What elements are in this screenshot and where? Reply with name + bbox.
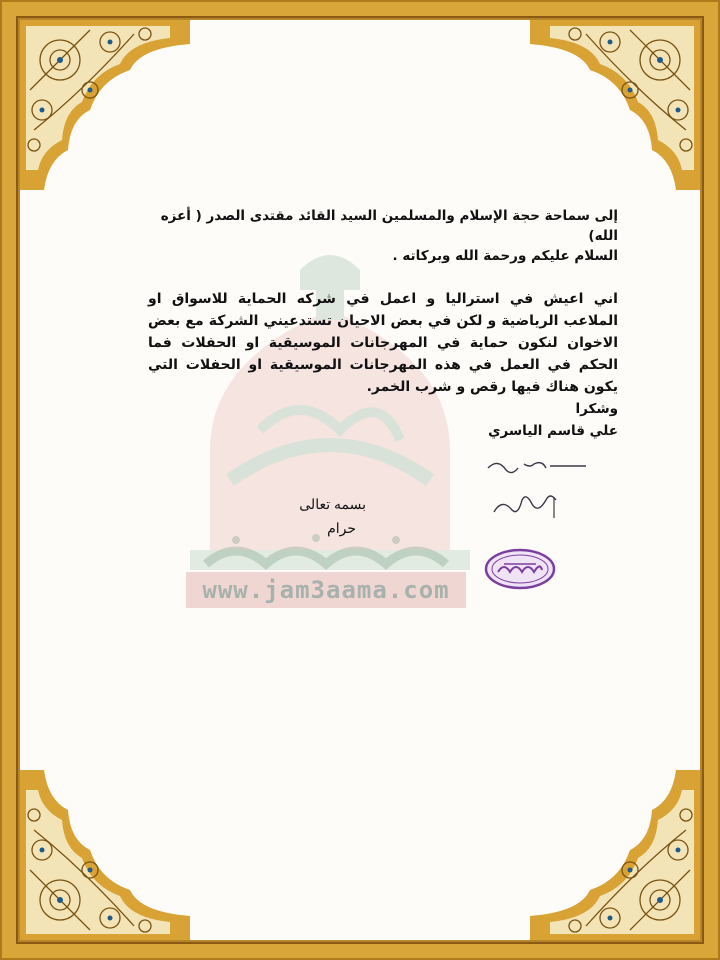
ornament-corner-top-right <box>530 20 700 190</box>
question-paragraph: اني اعيش في استراليا و اعمل في شركه الحماية للاسواق او الملاعب الرياضية و لكن في بعض الاحيان تستدعيني الشركة مع بعض الاخوان لنكون حماية في المهرجانات الموسيقية او الحفلات فما الحكم في العمل في هذه المهرجانات الموسيقية او الحفلات التي يكون هناك فيها رقص و شرب الخمر. <box>148 291 618 395</box>
ornament-corner-bottom-left <box>20 770 190 940</box>
letter-body <box>148 206 618 442</box>
ornament-corner-bottom-right <box>530 770 700 940</box>
addressee-line: إلى سماحة حجة الإسلام والمسلمين السيد القائد مقتدى الصدر ( أعزه الله) <box>160 208 618 244</box>
handwritten-signature <box>480 450 590 530</box>
watermark-url: www.jam3aama.com <box>186 572 466 608</box>
greeting-line: السلام عليكم ورحمة الله وبركاته . <box>392 248 618 264</box>
reply-verdict: حرام <box>327 520 356 536</box>
official-seal-stamp <box>484 548 556 590</box>
ornament-corner-top-left <box>20 20 190 190</box>
thanks-line: وشكرا <box>575 401 618 417</box>
reply-basmala: بسمه تعالى <box>299 496 366 512</box>
sender-name: علي قاسم الياسري <box>488 423 618 439</box>
